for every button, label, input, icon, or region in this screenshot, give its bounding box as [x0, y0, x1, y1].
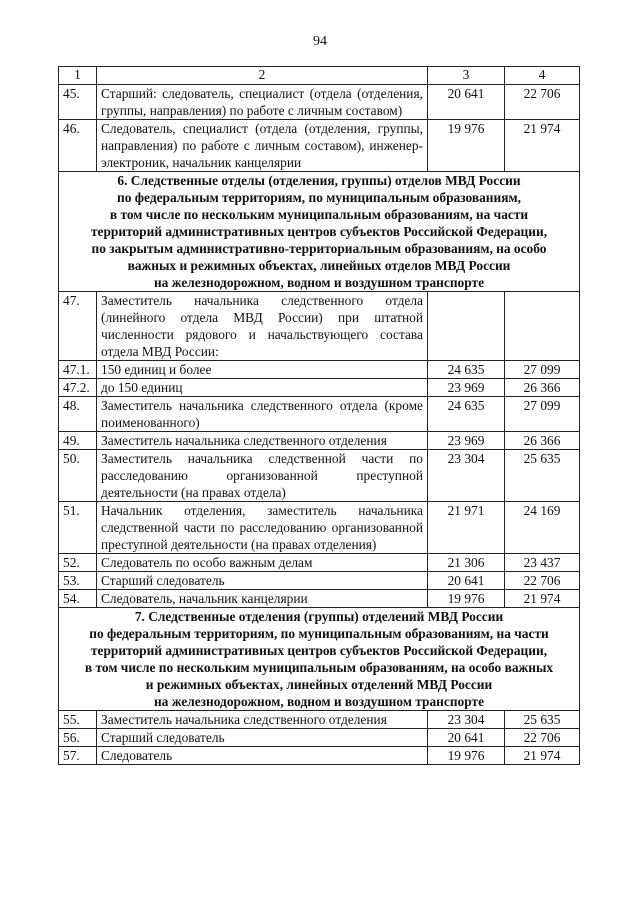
salary-value-col-3: 24 635	[428, 361, 505, 379]
table-row	[59, 450, 580, 502]
position-title-line: Следователь	[101, 748, 173, 763]
salary-value-col-3: 21 971	[428, 502, 505, 554]
salary-value-col-4: 23 437	[505, 554, 580, 572]
row-number: 51.	[59, 502, 97, 554]
position-title-line: составом), инженер-электроник, начальник	[101, 138, 423, 170]
salary-value-col-4: 25 635	[505, 450, 580, 502]
position-title-line: Заместитель начальника следственного отделения	[101, 433, 387, 448]
position-title	[97, 502, 428, 554]
salary-value-col-4: 26 366	[505, 432, 580, 450]
salary-value-col-4: 22 706	[505, 572, 580, 590]
row-number: 47.	[59, 292, 97, 361]
position-title-line: Заместитель начальника следственной части	[101, 451, 394, 466]
salary-value-col-4: 27 099	[505, 361, 580, 379]
salary-value-col-3: 19 976	[428, 590, 505, 608]
row-number: 55.	[59, 711, 97, 729]
salary-value-col-3	[428, 292, 505, 361]
header-col-4: 4	[505, 67, 580, 85]
position-title-line: организованной преступной деятельности	[101, 520, 423, 552]
section-heading	[59, 172, 580, 292]
salary-value-col-4: 22 706	[505, 85, 580, 120]
position-title-line: (линейного отдела МВД России) при штатной	[101, 310, 423, 325]
row-number: 50.	[59, 450, 97, 502]
salary-value-col-3: 23 304	[428, 711, 505, 729]
position-title-line: Старший: следователь, специалист (отдела	[101, 86, 352, 101]
position-title-line: по расследованию организованной преступной	[101, 451, 423, 483]
salary-value-col-4: 25 635	[505, 711, 580, 729]
salary-value-col-3: 20 641	[428, 729, 505, 747]
position-title-line: Следователь, специалист (отдела (отделения,	[101, 121, 371, 136]
table-row	[59, 85, 580, 120]
table-row	[59, 711, 580, 729]
position-title	[97, 432, 428, 450]
position-title	[97, 379, 428, 397]
table-row	[59, 590, 580, 608]
page-number: 94	[313, 34, 327, 49]
row-number: 54.	[59, 590, 97, 608]
salary-value-col-3: 23 969	[428, 379, 505, 397]
salary-value-col-4: 22 706	[505, 729, 580, 747]
section-heading-line: и режимных объектах, линейных отделений МВД России	[145, 677, 493, 692]
salary-value-col-3: 23 969	[428, 432, 505, 450]
table-row	[59, 361, 580, 379]
row-number: 48.	[59, 397, 97, 432]
salary-table	[58, 66, 580, 765]
row-number: 56.	[59, 729, 97, 747]
position-title	[97, 85, 428, 120]
salary-value-col-3: 19 976	[428, 120, 505, 172]
position-title-line: Следователь, начальник канцелярии	[101, 591, 308, 606]
position-title	[97, 292, 428, 361]
position-title	[97, 590, 428, 608]
position-title-line: Заместитель начальника следственного отдела	[101, 293, 423, 308]
position-title	[97, 729, 428, 747]
position-title	[97, 120, 428, 172]
position-title-line: группы, направления) по работе с личным	[101, 121, 423, 153]
position-title	[97, 554, 428, 572]
section-heading-line: по федеральным территориям, по муниципальным образованиям,	[117, 190, 521, 205]
position-title-line: (на правах отделения)	[251, 537, 377, 552]
section-heading-line: по федеральным территориям, по муниципальным образованиям, на части	[89, 626, 549, 641]
table-row	[59, 120, 580, 172]
salary-value-col-3: 23 304	[428, 450, 505, 502]
row-number: 57.	[59, 747, 97, 765]
position-title-line: Начальник отделения, заместитель начальника	[101, 503, 423, 518]
section-heading-line: 7. Следственные отделения (группы) отделений МВД России	[134, 609, 504, 624]
table-row	[59, 397, 580, 432]
salary-value-col-4: 21 974	[505, 120, 580, 172]
position-title-line: деятельности (на правах отдела)	[101, 485, 286, 500]
section-heading-line: в том числе по нескольким муниципальным образованиям, на части	[109, 207, 529, 222]
position-title-line: до 150 единиц	[101, 380, 183, 395]
salary-value-col-3: 24 635	[428, 397, 505, 432]
position-title	[97, 711, 428, 729]
table-header-row	[59, 67, 580, 85]
table-row	[59, 554, 580, 572]
section-heading-line: территорий административных центров субъектов Российской Федерации,	[90, 224, 548, 239]
section-heading-line: на железнодорожном, водном и воздушном транспорте	[153, 275, 485, 290]
position-title-line: Следователь по особо важным делам	[101, 555, 313, 570]
header-col-3: 3	[428, 67, 505, 85]
salary-value-col-3: 20 641	[428, 572, 505, 590]
position-title	[97, 397, 428, 432]
row-number: 49.	[59, 432, 97, 450]
section-heading-line: по закрытым административно-территориальным образованиям, на особо	[91, 241, 547, 256]
salary-value-col-4: 24 169	[505, 502, 580, 554]
section-heading-line: в том числе по нескольким муниципальным образованиям, на особо важных	[84, 660, 554, 675]
position-title-line: следственной части по расследованию	[101, 520, 327, 535]
position-title-line: с личным составом)	[287, 103, 403, 118]
salary-value-col-4: 26 366	[505, 379, 580, 397]
table-row	[59, 432, 580, 450]
salary-value-col-4: 21 974	[505, 590, 580, 608]
table-row	[59, 379, 580, 397]
table-row	[59, 502, 580, 554]
salary-value-col-3: 19 976	[428, 747, 505, 765]
salary-value-col-4	[505, 292, 580, 361]
position-title-line: (кроме поименованного)	[101, 398, 423, 430]
position-title-line: 150 единиц и более	[101, 362, 212, 377]
salary-value-col-3: 20 641	[428, 85, 505, 120]
salary-value-col-4: 21 974	[505, 747, 580, 765]
position-title	[97, 450, 428, 502]
row-number: 53.	[59, 572, 97, 590]
row-number: 46.	[59, 120, 97, 172]
table-row	[59, 572, 580, 590]
position-title-line: Заместитель начальника следственного отдела	[101, 398, 378, 413]
salary-value-col-3: 21 306	[428, 554, 505, 572]
section-heading-line: 6. Следственные отделы (отделения, группы) отделов МВД России	[117, 173, 521, 188]
row-number: 52.	[59, 554, 97, 572]
row-number: 47.2.	[59, 379, 97, 397]
header-col-2: 2	[97, 67, 428, 85]
section-heading-line: важных и режимных объектах, линейных отделов МВД России	[127, 258, 511, 273]
position-title-line: Старший следователь	[101, 730, 225, 745]
row-number: 47.1.	[59, 361, 97, 379]
section-heading-row	[59, 608, 580, 711]
position-title-line: численности рядового и начальствующего состава	[101, 327, 423, 342]
position-title	[97, 361, 428, 379]
table-row	[59, 747, 580, 765]
position-title-line: отдела МВД России:	[101, 344, 219, 359]
position-title-line: Заместитель начальника следственного отделения	[101, 712, 387, 727]
row-number: 45.	[59, 85, 97, 120]
section-heading-line: на железнодорожном, водном и воздушном транспорте	[153, 694, 485, 709]
section-heading-line: территорий административных центров субъектов Российской Федерации,	[90, 643, 548, 658]
position-title	[97, 747, 428, 765]
position-title-line: канцелярии	[234, 155, 302, 170]
header-col-1: 1	[59, 67, 97, 85]
table-row	[59, 729, 580, 747]
position-title-line: Старший следователь	[101, 573, 225, 588]
position-title	[97, 572, 428, 590]
table-row	[59, 292, 580, 361]
salary-value-col-4: 27 099	[505, 397, 580, 432]
section-heading-row	[59, 172, 580, 292]
position-title-line: (отделения, группы, направления) по работе	[101, 86, 423, 118]
section-heading	[59, 608, 580, 711]
